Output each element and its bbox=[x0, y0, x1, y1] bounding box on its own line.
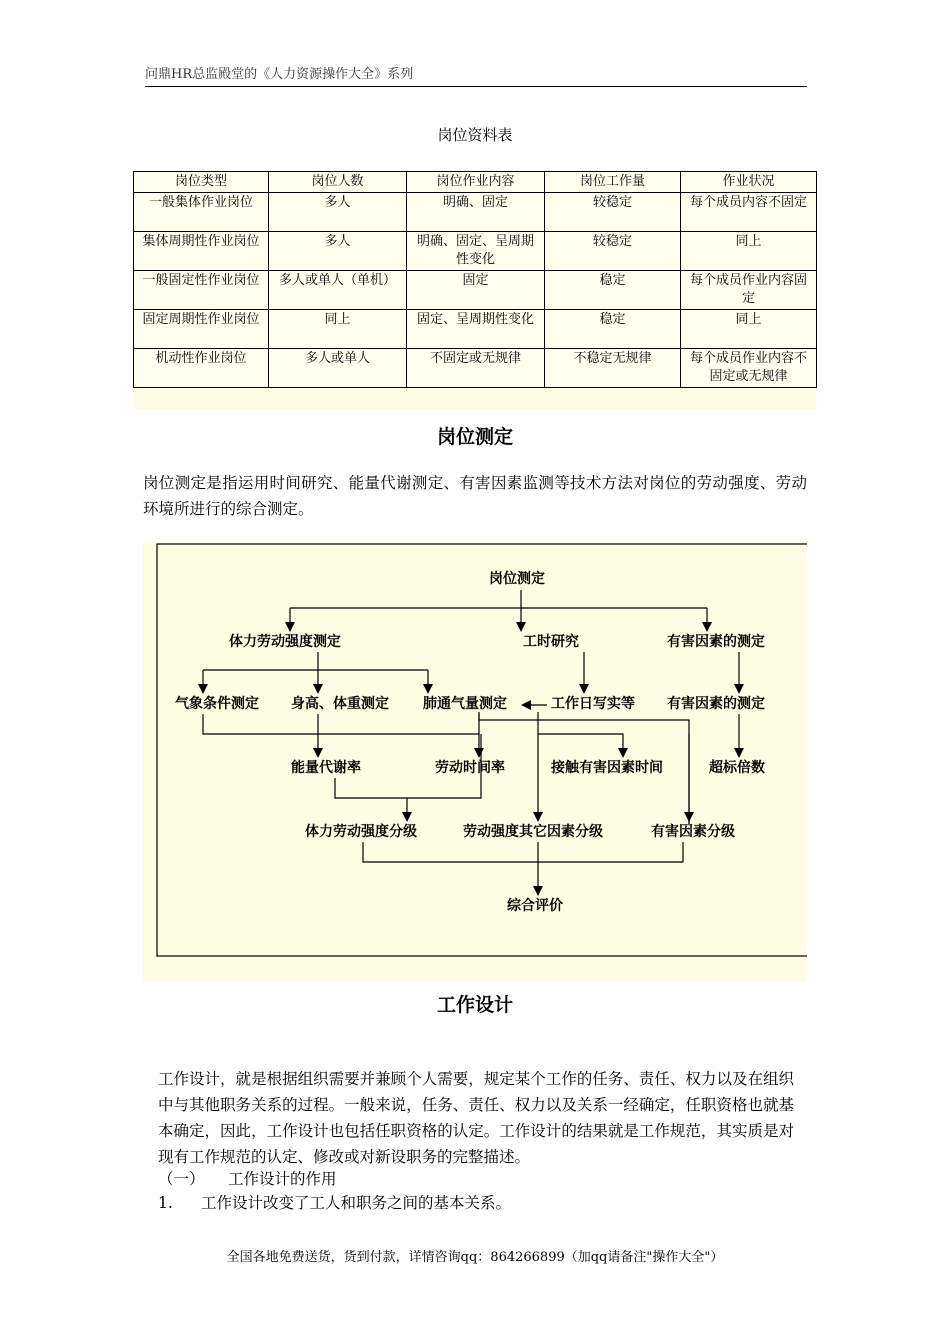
subheading-text: 工作设计的作用 bbox=[228, 1170, 337, 1188]
node-contact-time: 接触有害因素时间 bbox=[551, 760, 663, 776]
position-info-table bbox=[133, 171, 817, 388]
table-cell: 固定周期性作业岗位 bbox=[134, 310, 269, 349]
table-cell: 集体周期性作业岗位 bbox=[134, 232, 269, 271]
table-cell: 同上 bbox=[681, 310, 817, 349]
node-lung: 肺通气量测定 bbox=[423, 696, 507, 712]
measurement-title: 岗位测定 bbox=[436, 426, 513, 448]
table-cell: 明确、固定、呈周期性变化 bbox=[407, 232, 545, 271]
column-header: 作业状况 bbox=[681, 172, 817, 193]
subheading-number: （一） bbox=[158, 1170, 205, 1188]
table-cell: 每个成员作业内容固定 bbox=[681, 271, 817, 310]
table-cell: 一般固定性作业岗位 bbox=[134, 271, 269, 310]
table-cell: 较稳定 bbox=[545, 193, 681, 232]
node-exceed-ratio: 超标倍数 bbox=[709, 760, 765, 776]
column-header: 岗位人数 bbox=[269, 172, 407, 193]
column-header: 岗位工作量 bbox=[545, 172, 681, 193]
position-table-container bbox=[133, 171, 816, 409]
node-hazard-measure: 有害因素的测定 bbox=[667, 634, 765, 650]
measurement-flowchart bbox=[143, 542, 807, 982]
table-cell: 明确、固定 bbox=[407, 193, 545, 232]
table-cell: 每个成员作业内容不固定或无规律 bbox=[681, 349, 817, 388]
table-cell: 固定、呈周期性变化 bbox=[407, 310, 545, 349]
column-header: 岗位类型 bbox=[134, 172, 269, 193]
column-header: 岗位作业内容 bbox=[407, 172, 545, 193]
measurement-paragraph: 岗位测定是指运用时间研究、能量代谢测定、有害因素监测等技术方法对岗位的劳动强度、劳动环境所进行的综合测定。 bbox=[143, 474, 807, 518]
node-workday-log: 工作日写实等 bbox=[551, 696, 635, 712]
table-title: 岗位资料表 bbox=[437, 126, 513, 144]
table-cell: 每个成员内容不固定 bbox=[681, 193, 817, 232]
table-cell: 较稳定 bbox=[545, 232, 681, 271]
table-cell: 同上 bbox=[681, 232, 817, 271]
node-energy-rate: 能量代谢率 bbox=[291, 760, 361, 776]
node-work-hours: 工时研究 bbox=[523, 634, 579, 650]
table-cell: 多人 bbox=[269, 193, 407, 232]
node-root: 岗位测定 bbox=[489, 571, 545, 587]
table-row bbox=[134, 232, 817, 271]
node-other-grade: 劳动强度其它因素分级 bbox=[463, 824, 603, 840]
table-cell: 多人或单人（单机） bbox=[269, 271, 407, 310]
table-row bbox=[134, 310, 817, 349]
table-row bbox=[134, 193, 817, 232]
list-item-text: 工作设计改变了工人和职务之间的基本关系。 bbox=[201, 1194, 512, 1212]
node-height-weight: 身高、体重测定 bbox=[291, 696, 389, 712]
table-cell: 一般集体作业岗位 bbox=[134, 193, 269, 232]
table-cell: 稳定 bbox=[545, 271, 681, 310]
table-row bbox=[134, 271, 817, 310]
table-cell: 稳定 bbox=[545, 310, 681, 349]
table-cell: 多人或单人 bbox=[269, 349, 407, 388]
node-hazard-measure-2: 有害因素的测定 bbox=[667, 696, 765, 712]
list-item-number: 1. bbox=[158, 1194, 173, 1212]
page-header: 问鼎HR总监殿堂的《人力资源操作大全》系列 bbox=[145, 62, 807, 87]
node-weather: 气象条件测定 bbox=[175, 696, 259, 712]
table-cell: 机动性作业岗位 bbox=[134, 349, 269, 388]
table-cell: 固定 bbox=[407, 271, 545, 310]
table-cell: 不固定或无规律 bbox=[407, 349, 545, 388]
table-row bbox=[134, 349, 817, 388]
page-footer: 全国各地免费送货，货到付款，详情咨询qq：864266899（加qq请备注"操作大全"） bbox=[226, 1250, 724, 1265]
node-hazard-grade: 有害因素分级 bbox=[651, 824, 735, 840]
table-cell: 多人 bbox=[269, 232, 407, 271]
table-cell: 同上 bbox=[269, 310, 407, 349]
job-design-paragraph: 工作设计，就是根据组织需要并兼顾个人需要，规定某个工作的任务、责任、权力以及在组织中与其他职务关系的过程。一般来说，任务、责任、权力以及关系一经确定，任职资格也就基本确定，因此，工作设计也包括任职资格的认定。工作设计的结果就是工作规范，其实质是对现有工作规范的认定、修改或对新设职务的完整描述。 bbox=[158, 1070, 794, 1166]
node-physical-grade: 体力劳动强度分级 bbox=[305, 824, 417, 840]
table-header-row bbox=[134, 172, 817, 193]
job-design-title: 工作设计 bbox=[436, 994, 513, 1016]
node-physical-strength: 体力劳动强度测定 bbox=[229, 634, 341, 650]
node-time-rate: 劳动时间率 bbox=[435, 760, 505, 776]
node-final: 综合评价 bbox=[507, 898, 563, 914]
table-cell: 不稳定无规律 bbox=[545, 349, 681, 388]
